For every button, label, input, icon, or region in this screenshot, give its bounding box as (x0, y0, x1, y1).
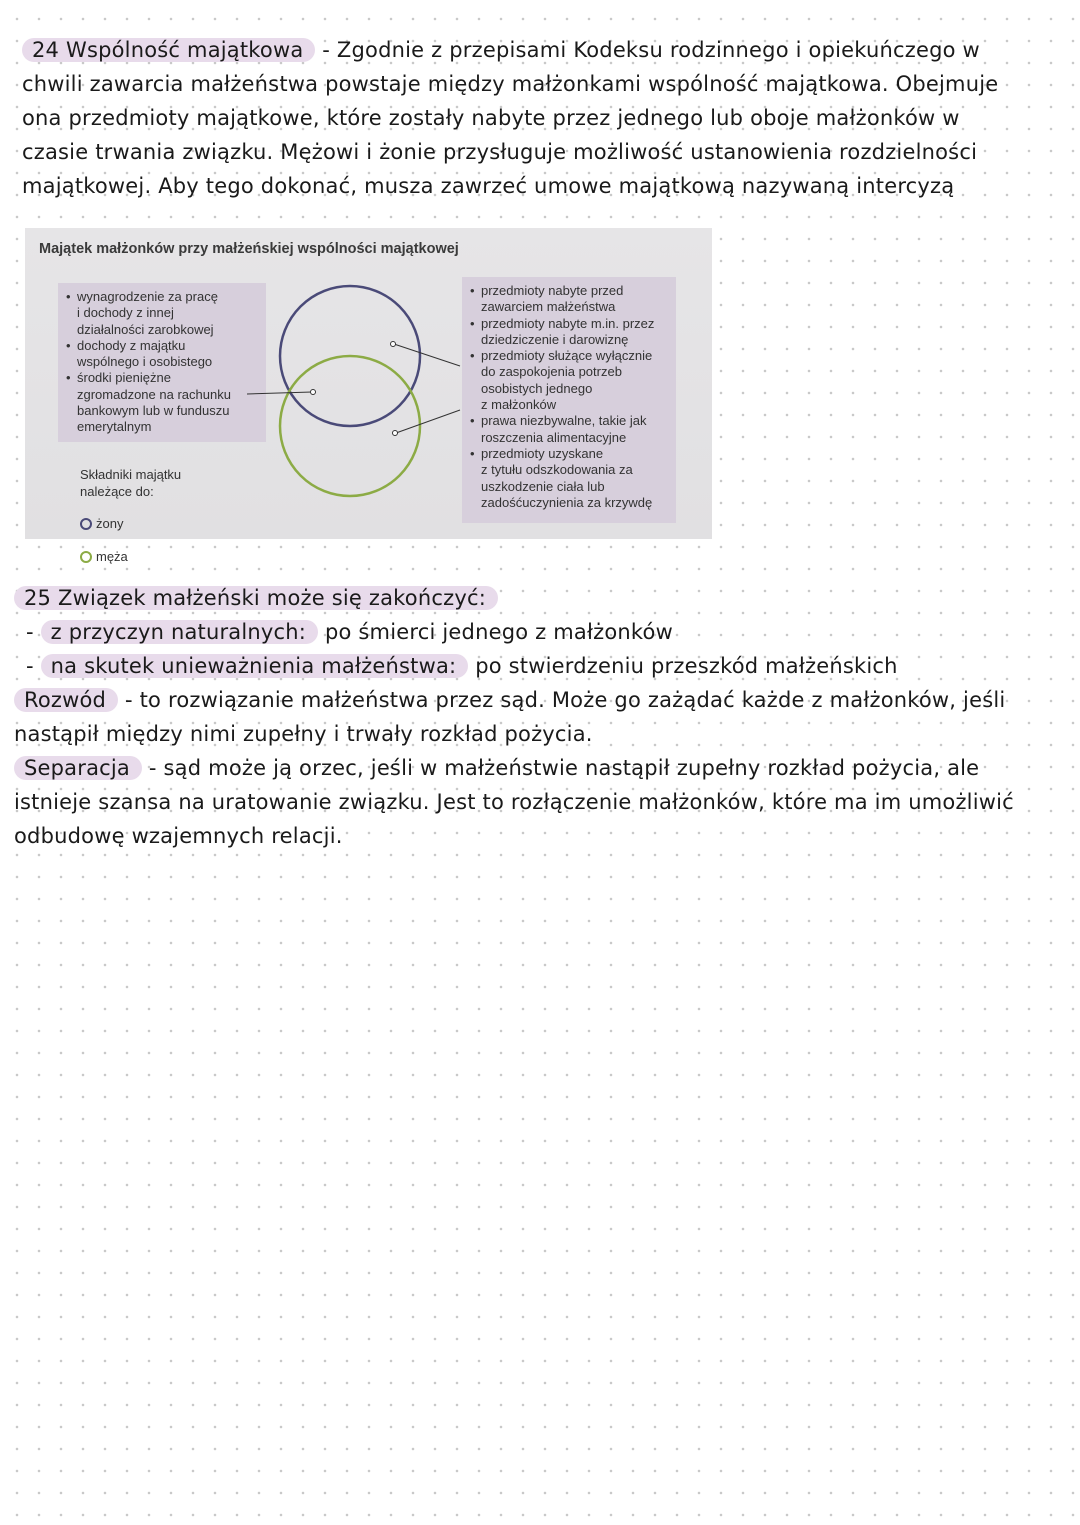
rozwod-line-2: nastąpił między nimi zupełny i trwały rozkład pożycia. (14, 722, 593, 746)
legend-wife-label: żony (96, 516, 124, 532)
separacja-line-2: istnieje szansa na uratowanie związku. Jest to rozłączenie małżonków, które ma im umożliwić (14, 790, 1014, 814)
personal-property-item: • przedmioty nabyte m.in. przez dziedziczenie i darowiznę (470, 316, 670, 349)
joint-pointer-dot (311, 390, 316, 395)
legend-row-husband (80, 549, 181, 565)
section-24-line-5: majątkowej. Aby tego dokonać, musza zawrzeć umowe majątkową nazywaną intercyzą (22, 174, 955, 198)
rozwod-line-1: - to rozwiązanie małżeństwa przez sąd. Może go zażądać każde z małżonków, jeśli (118, 688, 1006, 712)
joint-pointer-line (247, 392, 312, 394)
diagram-title: Majątek małżonków przy małżeńskiej wspólności majątkowej (39, 241, 459, 257)
husband-pointer-line (396, 410, 460, 433)
husband-pointer-dot (393, 431, 398, 436)
husband-ring-icon (80, 551, 92, 563)
end-reason-natural-text: po śmierci jednego z małżonków (318, 620, 673, 644)
legend-title: Składniki majątku należące do: (80, 467, 182, 499)
section-24-line-4: czasie trwania związku. Mężowi i żonie przysługuje możliwość ustanowienia rozdzielności (22, 140, 978, 164)
rozwod-label: Rozwód (14, 688, 118, 712)
wife-pointer-dot (391, 342, 396, 347)
end-reason-annulment: - na skutek unieważnienia małżeństwa: po stwierdzeniu przeszkód małżeńskich (26, 654, 898, 678)
end-reason-annulment-text: po stwierdzeniu przeszkód małżeńskich (468, 654, 898, 678)
section-24-line-1: - Zgodnie z przepisami Kodeksu rodzinnego i opiekuńczego w (315, 38, 980, 62)
joint-property-item: • środki pieniężne zgromadzone na rachunku bankowym lub w funduszu emerytalnym (66, 370, 260, 435)
section-25-heading: 25 Związek małżeński może się zakończyć: (14, 586, 498, 610)
legend-husband-label: męża (96, 548, 128, 564)
wife-ring-icon (80, 518, 92, 530)
end-reason-natural-label: z przyczyn naturalnych: (41, 620, 318, 644)
personal-property-item: • przedmioty nabyte przed zawarciem małżeństwa (470, 283, 670, 316)
separacja-line-1: - sąd może ją orzec, jeśli w małżeństwie nastąpił zupełny rozkład pożycia, ale (142, 756, 980, 780)
diagram-legend (80, 451, 181, 581)
personal-property-item: • przedmioty służące wyłącznie do zaspokojenia potrzeb osobistych jednego z małżonków (470, 348, 670, 413)
section-24-line-3: ona przedmioty majątkowe, które zostały nabyte przez jednego lub oboje małżonków w (22, 106, 960, 130)
section-24-heading: 24 Wspólność majątkowa (22, 38, 315, 62)
joint-property-item: • wynagrodzenie za pracę i dochody z innej działalności zarobkowej (66, 289, 260, 338)
personal-property-item: • przedmioty uzyskane z tytułu odszkodowania za uszkodzenie ciała lub zadośćuczynienia za krzywdę (470, 446, 670, 511)
separacja-label: Separacja (14, 756, 142, 780)
personal-property-item: • prawa niezbywalne, takie jak roszczenia alimentacyjne (470, 413, 670, 446)
end-reason-annulment-label: na skutek unieważnienia małżeństwa: (41, 654, 469, 678)
joint-property-item: • dochody z majątku wspólnego i osobistego (66, 338, 260, 371)
property-diagram-photo (25, 228, 712, 564)
separacja-line-3: odbudowę wzajemnych relacji. (14, 824, 343, 848)
section-24 (22, 33, 1032, 203)
wife-pointer-line (394, 344, 460, 366)
legend-row-wife (80, 516, 181, 532)
section-24-line-2: chwili zawarcia małżeństwa powstaje między małżonkami wspólność majątkowa. Obejmuje (22, 72, 999, 96)
section-25 (14, 581, 1054, 853)
end-reason-natural: - z przyczyn naturalnych: po śmierci jednego z małżonków (26, 620, 673, 644)
